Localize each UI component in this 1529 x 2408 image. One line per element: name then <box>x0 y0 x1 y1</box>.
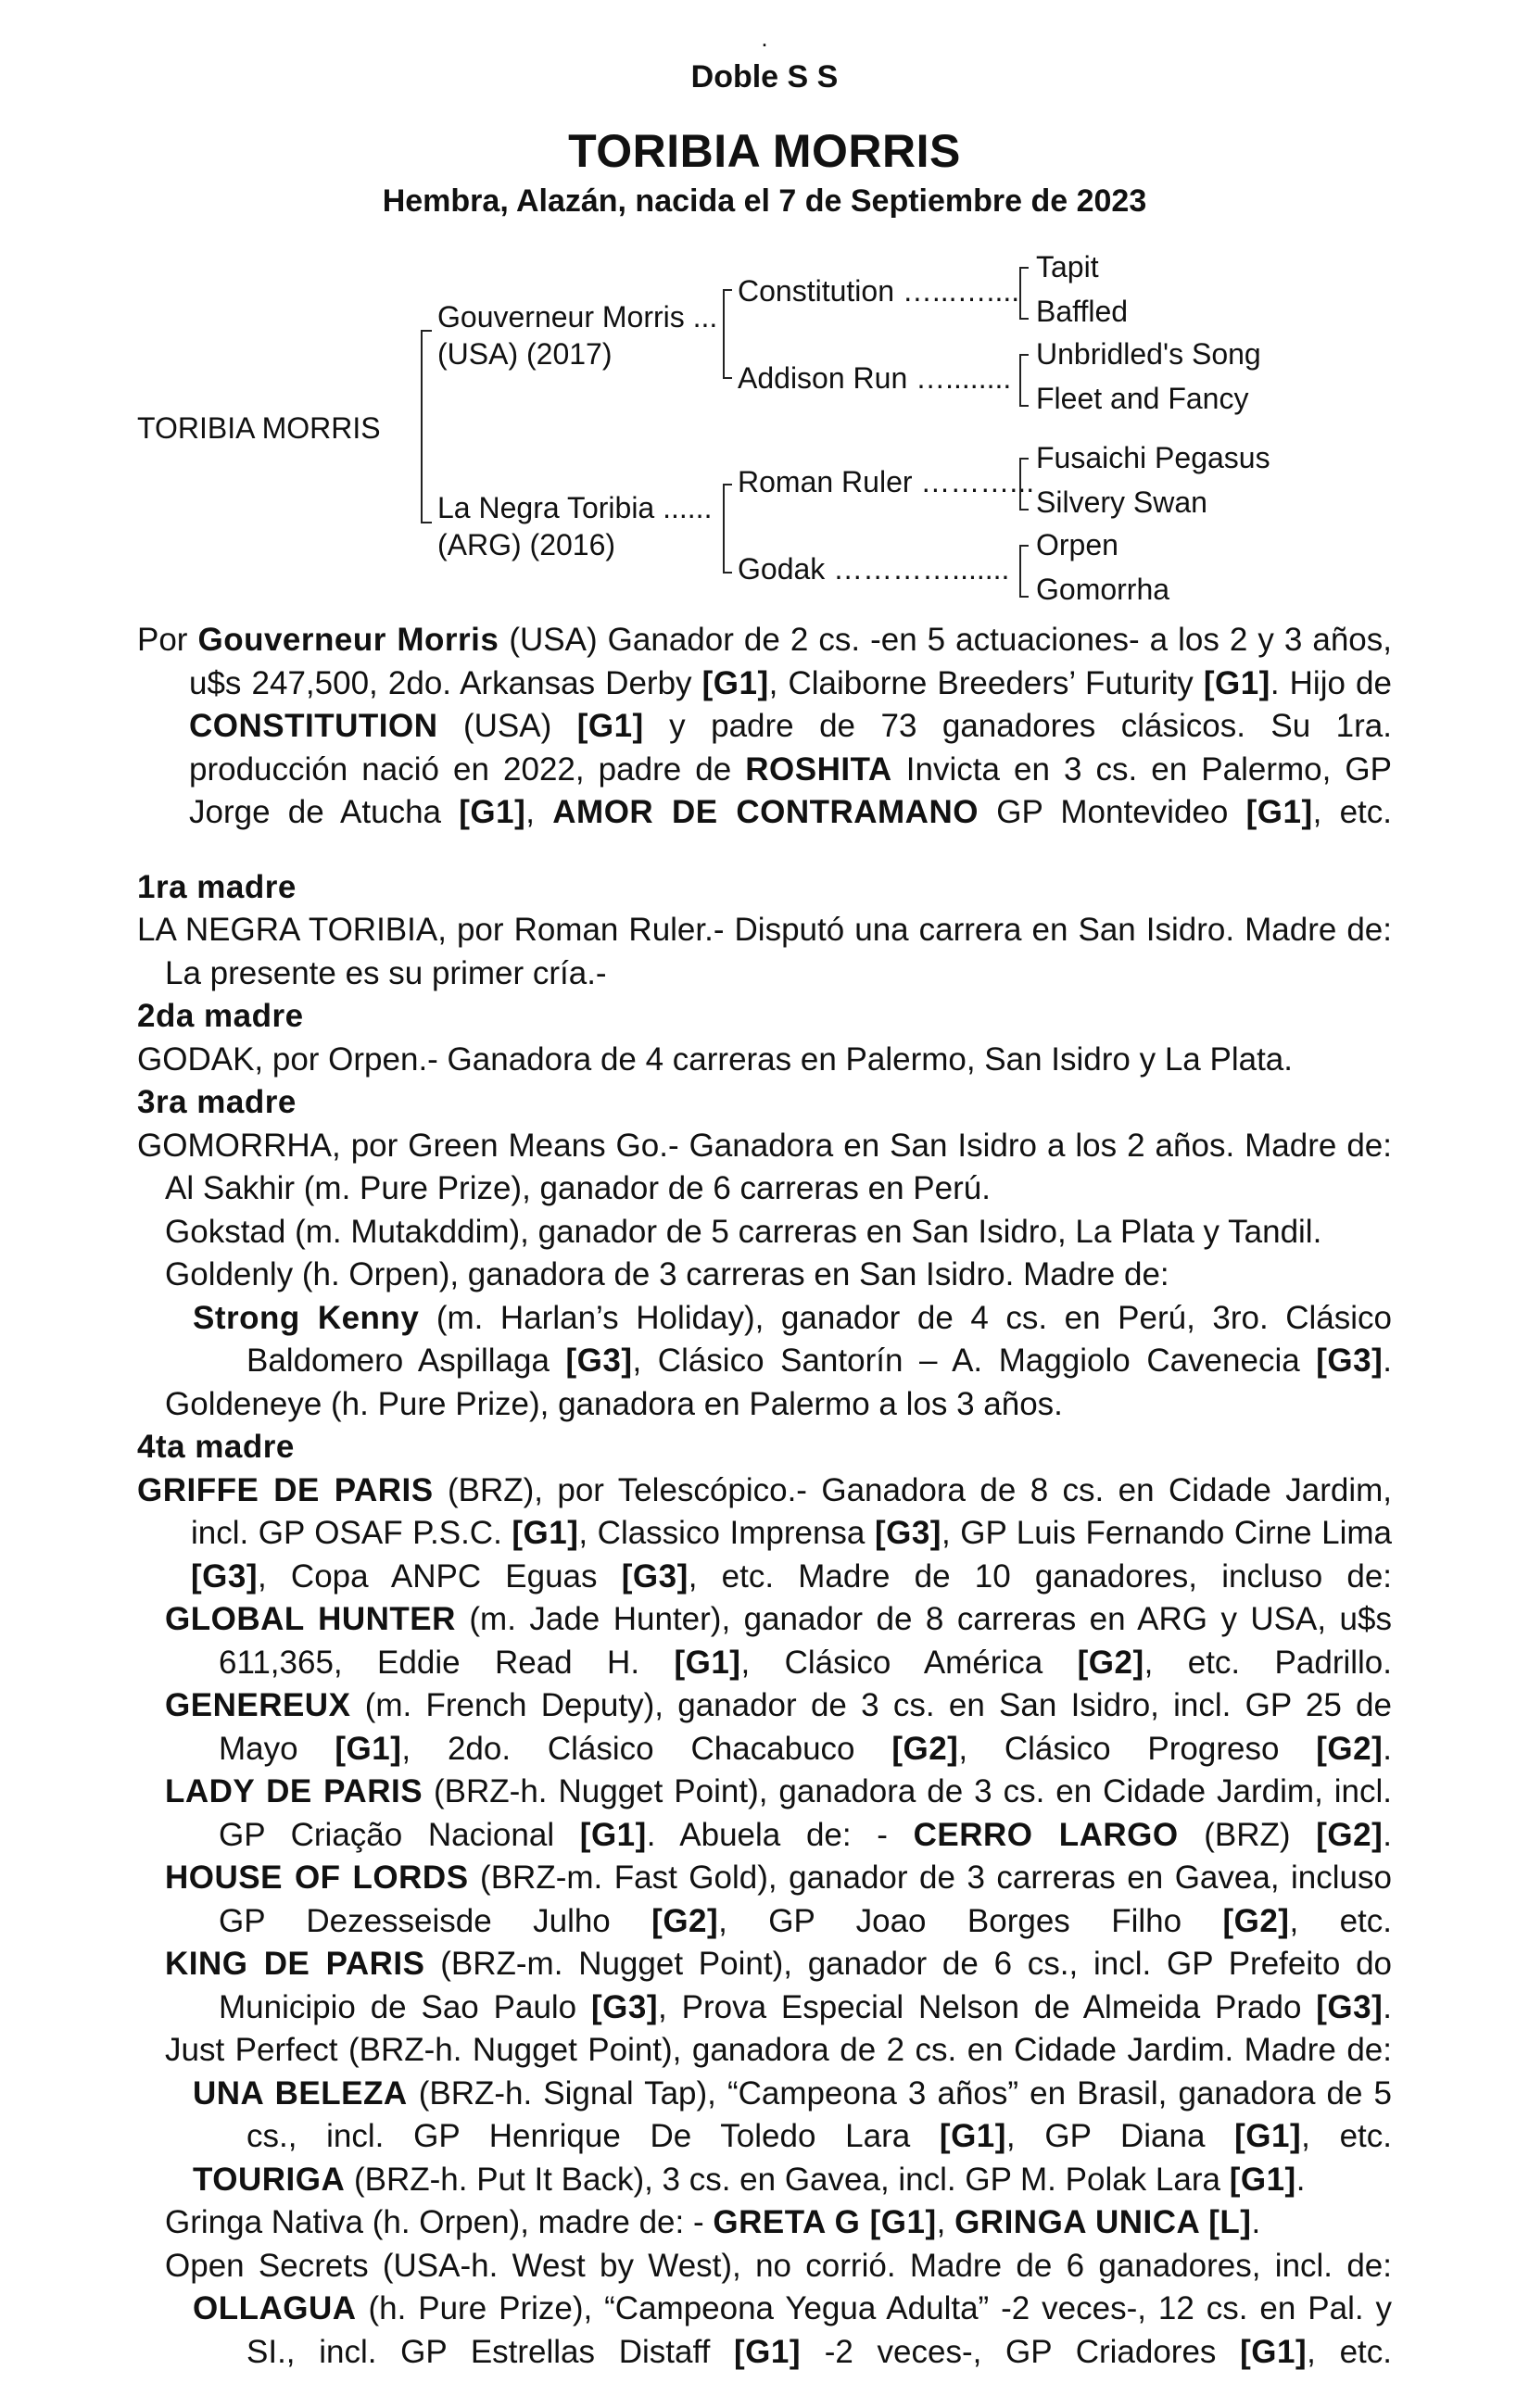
spacer <box>137 835 1392 866</box>
dam-name: La Negra Toribia ...... <box>437 491 713 524</box>
grade-badge: [G1] <box>576 708 644 744</box>
grade-badge: [G2] <box>1316 1730 1384 1767</box>
text-run: , <box>525 794 553 830</box>
grade-badge: [G2] <box>1077 1644 1144 1681</box>
bracket-line <box>1019 545 1021 597</box>
ancestor-gen3-1: Tapit <box>1036 250 1099 284</box>
bracket-line <box>421 330 432 332</box>
text-run: , etc. <box>1312 794 1392 830</box>
text-run: , Clásico América <box>740 1644 1078 1681</box>
grade-badge: [G1] <box>512 1515 579 1551</box>
grade-badge: [G2] <box>651 1902 719 1939</box>
madre3-line: Gokstad (m. Mutakddim), ganador de 5 carreras en San Isidro, La Plata y Tandil. <box>165 1213 1322 1250</box>
bracket-line <box>1019 458 1029 460</box>
text-run: (BRZ-h. Put It Back), 3 cs. en Gavea, incl. GP M. Polak Lara <box>345 2161 1230 2198</box>
text-run: , etc. Madre de 10 ganadores, incluso de: <box>688 1557 1393 1595</box>
catalog-body <box>137 619 1392 2374</box>
sire-of-sire-bold: CONSTITUTION <box>189 708 438 744</box>
bracket-line <box>1019 267 1029 269</box>
ancestor-gen3-3: Unbridled's Song <box>1036 337 1261 371</box>
text-run: . <box>1295 2161 1306 2198</box>
grade-badge: [G1] <box>1234 2118 1302 2154</box>
bracket-line <box>1019 405 1029 407</box>
text-run: (USA) Ganador de 2 cs. -en 5 actuaciones- a los 2 y 3 años, u$s 247,500, 2do. Arkansas Derby <box>189 622 1392 701</box>
grade-badge: [G3] <box>621 1557 689 1595</box>
bracket-line <box>1019 267 1021 319</box>
ancestor-gen3-4: Fleet and Fancy <box>1036 382 1249 415</box>
offspring-bold: TOURIGA <box>193 2161 346 2198</box>
madre1-line: La presente es su primer cría.- <box>165 954 607 991</box>
grandsire-paternal: Constitution …...….... <box>738 274 1020 308</box>
horse-name: TORIBIA MORRIS <box>568 125 961 177</box>
text-run: (BRZ-h. Signal Tap), “Campeona 3 años” en Brasil, ganadora de 5 cs., incl. GP Henrique De Toledo Lara <box>246 2074 1392 2154</box>
text-run: , etc. Padrillo. <box>1144 1644 1392 1681</box>
offspring-bold: OLLAGUA <box>193 2290 357 2326</box>
text-run: (BRZ-m. Fast Gold), ganador de 3 carreras en Gavea, incluso GP Dezesseisde Julho <box>219 1860 1392 1939</box>
bracket-line <box>1019 458 1021 510</box>
text-run: (m. Jade Hunter), ganador de 8 carreras en ARG y USA, u$s 611,365, Eddie Read H. <box>219 1601 1392 1681</box>
text-run: , Copa ANPC Eguas <box>258 1557 622 1595</box>
text-run: . <box>1383 1816 1393 1853</box>
text-run: , <box>936 2204 955 2240</box>
offspring-bold: UNA BELEZA <box>193 2074 408 2112</box>
bracket-line <box>723 289 732 291</box>
granddam-maternal: Godak …………....... <box>738 552 1010 586</box>
text-run: (h. Pure Prize), “Campeona Yegua Adulta” -2 veces-, 12 cs. en Pal. y SI., incl. GP Estrellas Distaff <box>246 2290 1392 2370</box>
text-run: , etc. <box>1307 2333 1392 2370</box>
text-run: (BRZ-h. Nugget Point), ganadora de 3 cs. en Cidade Jardim, incl. GP Criação Nacional <box>219 1773 1392 1853</box>
text-run: , GP Luis Fernando Cirne Lima <box>941 1515 1392 1551</box>
grade-badge: [G1] <box>1245 794 1313 830</box>
grade-badge: [G2] <box>1222 1902 1290 1939</box>
madre4-main-entry <box>137 1469 1392 1599</box>
ancestor-gen3-5: Fusaichi Pegasus <box>1036 441 1270 474</box>
granddam-paternal: Addison Run …........ <box>738 361 1012 395</box>
text-run: (BRZ), por Telescópico.- Ganadora de 8 cs. en Cidade Jardim, incl. GP OSAF P.S.C. <box>191 1471 1392 1551</box>
text-run: . Hijo de <box>1270 664 1392 701</box>
text-run: , GP Diana <box>1005 2118 1235 2154</box>
sire-name: Gouverneur Morris ... <box>437 300 718 334</box>
bracket-line <box>421 522 432 523</box>
text-run: , etc. <box>1289 1902 1392 1939</box>
offspring-bold: GLOBAL HUNTER <box>165 1601 456 1637</box>
text-run: , GP Joao Borges Filho <box>718 1902 1223 1939</box>
madre3-line: Goldenly (h. Orpen), ganadora de 3 carreras en San Isidro. Madre de: <box>165 1256 1169 1292</box>
bracket-line <box>1019 318 1029 320</box>
madre3-line: Goldeneye (h. Pure Prize), ganadora en Palermo a los 3 años. <box>165 1385 1063 1422</box>
grade-badge: [G1] <box>335 1730 402 1767</box>
text-run: Gringa Nativa (h. Orpen), madre de: - <box>165 2204 714 2240</box>
section-heading-3: 3ra madre <box>137 1084 297 1120</box>
madre3-offspring-entry <box>137 1297 1392 1383</box>
grade-badge: [G1] <box>459 794 526 830</box>
grand-offspring-entry <box>137 2288 1392 2374</box>
text-run: GP Montevideo <box>978 794 1246 830</box>
grade-badge: [G1] <box>579 1816 647 1853</box>
text-run: , Clásico Progreso <box>958 1730 1317 1767</box>
grand-offspring-entry <box>137 2073 1392 2159</box>
text-run: (USA) <box>437 708 577 744</box>
offspring-bold: KING DE PARIS <box>165 1946 425 1982</box>
ancestor-gen3-6: Silvery Swan <box>1036 485 1207 519</box>
grade-badge: [G1] <box>674 1644 741 1681</box>
grade-badge: [G1] <box>701 664 769 701</box>
text-run: (BRZ-m. Nugget Point), ganador de 6 cs., incl. GP Prefeito do Municipio de Sao Paulo <box>219 1946 1392 2025</box>
text-run: . <box>1383 1730 1392 1767</box>
grade-badge: [G3] <box>1316 1343 1384 1379</box>
text-run: (BRZ) <box>1178 1816 1317 1853</box>
grand-offspring-entry <box>137 2159 1392 2202</box>
grade-badge: [G3] <box>591 1988 659 2025</box>
offspring-bold: HOUSE OF LORDS <box>165 1860 469 1896</box>
madre3-line: GOMORRHA, por Green Means Go.- Ganadora en San Isidro a los 2 años. Madre de: <box>137 1127 1392 1164</box>
text-run: . <box>1251 2204 1261 2240</box>
section-heading-4: 4ta madre <box>137 1429 295 1465</box>
text-run: , Clásico Santorín – A. Maggiolo Cavenecia <box>632 1343 1317 1379</box>
grade-badge: [G2] <box>891 1730 959 1767</box>
madre2-line: GODAK, por Orpen.- Ganadora de 4 carreras en Palermo, San Isidro y La Plata. <box>137 1040 1293 1078</box>
bracket-line <box>723 377 732 379</box>
grade-badge: [G1] <box>1203 664 1270 701</box>
section-heading-2: 2da madre <box>137 998 304 1034</box>
sire-bold: Gouverneur Morris <box>197 622 499 658</box>
bracket-line <box>1019 354 1021 406</box>
farm-name: Doble S S <box>690 59 839 95</box>
text-run: Por <box>137 622 198 658</box>
bracket-line <box>723 484 732 485</box>
offspring-bold: GENEREUX <box>165 1687 351 1723</box>
pedigree-subject: TORIBIA MORRIS <box>137 411 381 445</box>
madre1-line: LA NEGRA TORIBIA, por Roman Ruler.- Disputó una carrera en San Isidro. Madre de: <box>137 912 1392 948</box>
text-run: Invicta en 3 cs. en Palermo, GP Jorge de Atucha <box>189 750 1392 830</box>
bracket-line <box>723 484 725 573</box>
mare-bold: GRIFFE DE PARIS <box>137 1471 434 1508</box>
grandsire-maternal: Roman Ruler ………... <box>738 465 1035 498</box>
ancestor-gen3-2: Baffled <box>1036 295 1129 328</box>
sire-origin: (USA) (2017) <box>437 337 613 371</box>
offspring-entry: Open Secrets (USA-h. West by West), no corrió. Madre de 6 ganadores, incl. de: <box>165 2247 1392 2284</box>
offspring-entry <box>137 1771 1392 1857</box>
sire-paragraph <box>137 619 1392 835</box>
bracket-line <box>1019 354 1029 356</box>
grade-badge: [G1] <box>1240 2333 1308 2370</box>
text-run: , etc. <box>1301 2118 1393 2154</box>
offspring-bold: LADY DE PARIS <box>165 1773 423 1809</box>
madre3-line: Al Sakhir (m. Pure Prize), ganador de 6 carreras en Perú. <box>165 1170 991 1206</box>
text-run: (m. Harlan’s Holiday), ganador de 4 cs. en Perú, 3ro. Clásico Baldomero Aspillaga <box>246 1299 1392 1379</box>
text-run: (m. French Deputy), ganador de 3 cs. en San Isidro, incl. GP 25 de Mayo <box>219 1687 1392 1767</box>
offspring-bold: GRINGA UNICA [L] <box>954 2204 1252 2240</box>
grade-badge: [G3] <box>565 1343 633 1379</box>
grade-badge: [G1] <box>1229 2161 1296 2198</box>
grade-badge: [G1] <box>939 2118 1006 2154</box>
offspring-entry <box>137 2201 1392 2245</box>
progeny-bold: ROSHITA <box>745 750 892 788</box>
grade-badge: [G2] <box>1316 1816 1384 1853</box>
offspring-entry: Just Perfect (BRZ-h. Nugget Point), ganadora de 2 cs. en Cidade Jardim. Madre de: <box>165 2032 1392 2068</box>
text-run: -2 veces-, GP Criadores <box>801 2333 1241 2370</box>
section-heading-1: 1ra madre <box>137 868 297 905</box>
horse-description: Hembra, Alazán, nacida el 7 de Septiembre de 2023 <box>382 183 1147 219</box>
bracket-line <box>723 289 725 378</box>
text-run: y padre de 73 ganadores clásicos. Su 1ra. producción nació en 2022, padre de <box>189 708 1392 788</box>
text-run: , Prova Especial Nelson de Almeida Prado <box>658 1988 1317 2025</box>
offspring-bold: CERRO LARGO <box>913 1816 1179 1853</box>
offspring-entry <box>137 1598 1392 1684</box>
text-run: . <box>1383 1343 1392 1379</box>
bracket-line <box>1019 509 1029 511</box>
progeny-bold: AMOR DE CONTRAMANO <box>552 794 979 830</box>
bracket-line <box>1019 596 1029 598</box>
ancestor-gen3-8: Gomorrha <box>1036 573 1170 606</box>
grade-badge: [G1] <box>734 2333 801 2370</box>
text-run: , Classico Imprensa <box>578 1515 875 1551</box>
bracket-line <box>723 572 732 574</box>
text-run: . Abuela de: - <box>646 1816 914 1853</box>
dam-origin: (ARG) (2016) <box>437 528 616 561</box>
offspring-entry <box>137 1857 1392 1943</box>
grade-badge: [G3] <box>874 1515 941 1551</box>
text-run: . <box>1383 1988 1393 2025</box>
text-run: , 2do. Clásico Chacabuco <box>401 1730 892 1767</box>
offspring-entry <box>137 1943 1392 2029</box>
ancestor-gen3-7: Orpen <box>1036 528 1118 561</box>
offspring-entry <box>137 1684 1392 1771</box>
bracket-line <box>1019 545 1029 547</box>
grade-badge: [G3] <box>1316 1988 1384 2025</box>
bracket-line <box>421 330 423 523</box>
offspring-bold: GRETA G [G1] <box>713 2204 937 2240</box>
text-run: , Claiborne Breeders’ Futurity <box>768 664 1204 701</box>
header-dot: . <box>761 24 768 52</box>
offspring-bold: Strong Kenny <box>193 1299 420 1336</box>
grade-badge: [G3] <box>191 1557 258 1595</box>
